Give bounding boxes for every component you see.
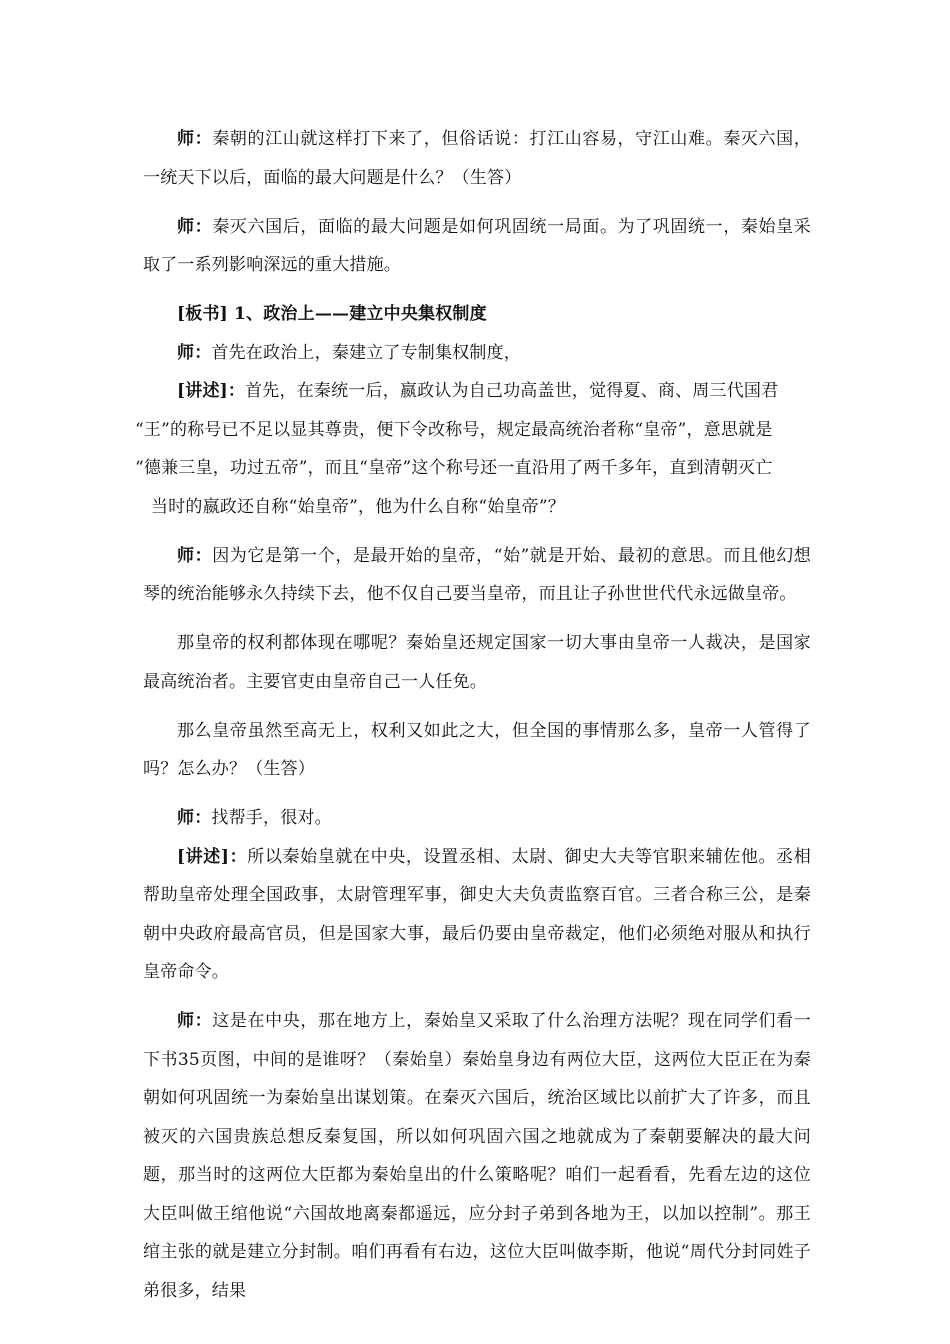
paragraph-text: 因为它是第一个，是最开始的皇帝，“始”就是开始、最初的意思。而且他幻想琴的统治能够永久持续下去，他不仅自己要当皇帝，而且让子孙世世代代永远做皇帝。	[143, 545, 811, 604]
narration-text: 首先，在秦统一后，嬴政认为自己功高盖世，觉得夏、商、周三代国君	[245, 381, 779, 401]
document-body	[135, 120, 811, 1321]
narration-line-4: 当时的嬴政还自称“始皇帝”，他为什么自称“始皇帝”？	[151, 496, 565, 517]
narration-block-1	[135, 372, 811, 526]
paragraph-9	[143, 1002, 811, 1310]
paragraph-text: 秦灭六国后，面临的最大问题是如何巩固统一局面。为了巩固统一，秦始皇采取了一系列影响深远的重大措施。	[143, 216, 811, 275]
paragraph-1	[143, 120, 811, 197]
paragraph-3	[143, 334, 811, 373]
paragraph-6: 那么皇帝虽然至高无上，权利又如此之大，但全国的事情那么多，皇帝一人管得了吗？怎么办？（生答）	[143, 720, 811, 779]
paragraph-text: 秦朝的江山就这样打下来了，但俗话说：打江山容易，守江山难。秦灭六国，一统天下以后，面临的最大问题是什么？（生答）	[143, 129, 811, 188]
board-heading: [板书] 1、政治上——建立中央集权制度	[177, 304, 487, 324]
paragraph-5: 那皇帝的权利都体现在哪呢？秦始皇还规定国家一切大事由皇帝一人裁决，是国家最高统治者。主要官吏由皇帝自己一人任免。	[143, 633, 811, 692]
paragraph-7	[143, 799, 811, 838]
paragraph-text: 找帮手，很对。	[211, 808, 332, 828]
narration-tag: [讲述]：	[177, 846, 248, 867]
paragraph-text: 这是在中央，那在地方上，秦始皇又采取了什么治理方法呢？现在同学们看一下书35页图，中间的是谁呀？（秦始皇）秦始皇身边有两位大臣，这两位大臣正在为秦朝如何巩固统一为秦始皇出谋划策。在秦灭六国后，统治区域比以前扩大了许多，而且被灭的六国贵族总想反秦复国，所以如何巩固六国之地就成为了秦朝要解决的最大问题，那当时的这两位大臣都为秦始皇出的什么策略呢？咱们一起看看，先看左边的这位大臣叫做王绾他说“六国故地离秦都遥远，应分封子弟到各地为王，以加以控制”。那王绾主张的就是建立分封制。咱们再看有右边，这位大臣叫做李斯，他说“周代分封同姓子弟很多，结果	[143, 1011, 811, 1301]
paragraph-4	[143, 537, 811, 614]
speaker-label: 师：	[177, 545, 213, 566]
paragraph-8	[143, 838, 811, 992]
speaker-label: 师：	[177, 129, 213, 149]
paragraph-text: 首先在政治上，秦建立了专制集权制度，	[211, 342, 522, 363]
speaker-label: 师：	[177, 216, 213, 237]
paragraph-2	[143, 208, 811, 285]
narration-line-3: “德兼三皇，功过五帝”，而且“皇帝”这个称号还一直沿用了两千多年，直到清朝灭亡	[135, 458, 773, 478]
narration-line-1	[143, 372, 811, 411]
speaker-label: 师：	[177, 808, 212, 828]
narration-tag: [讲述]：	[177, 381, 246, 401]
paragraph-text: 所以秦始皇就在中央，设置丞相、太尉、御史大夫等官职来辅佐他。丞相帮助皇帝处理全国政事，太尉管理军事，御史大夫负责监察百官。三者合称三公，是秦朝中央政府最高官员，但是国家大事，最后仍要由皇帝裁定，他们必须绝对服从和执行皇帝命令。	[143, 846, 811, 982]
narration-line-2: “王”的称号已不足以显其尊贵，便下令改称号，规定最高统治者称“皇帝”，意思就是	[135, 419, 773, 440]
speaker-label: 师：	[177, 342, 212, 363]
speaker-label: 师：	[177, 1011, 213, 1031]
